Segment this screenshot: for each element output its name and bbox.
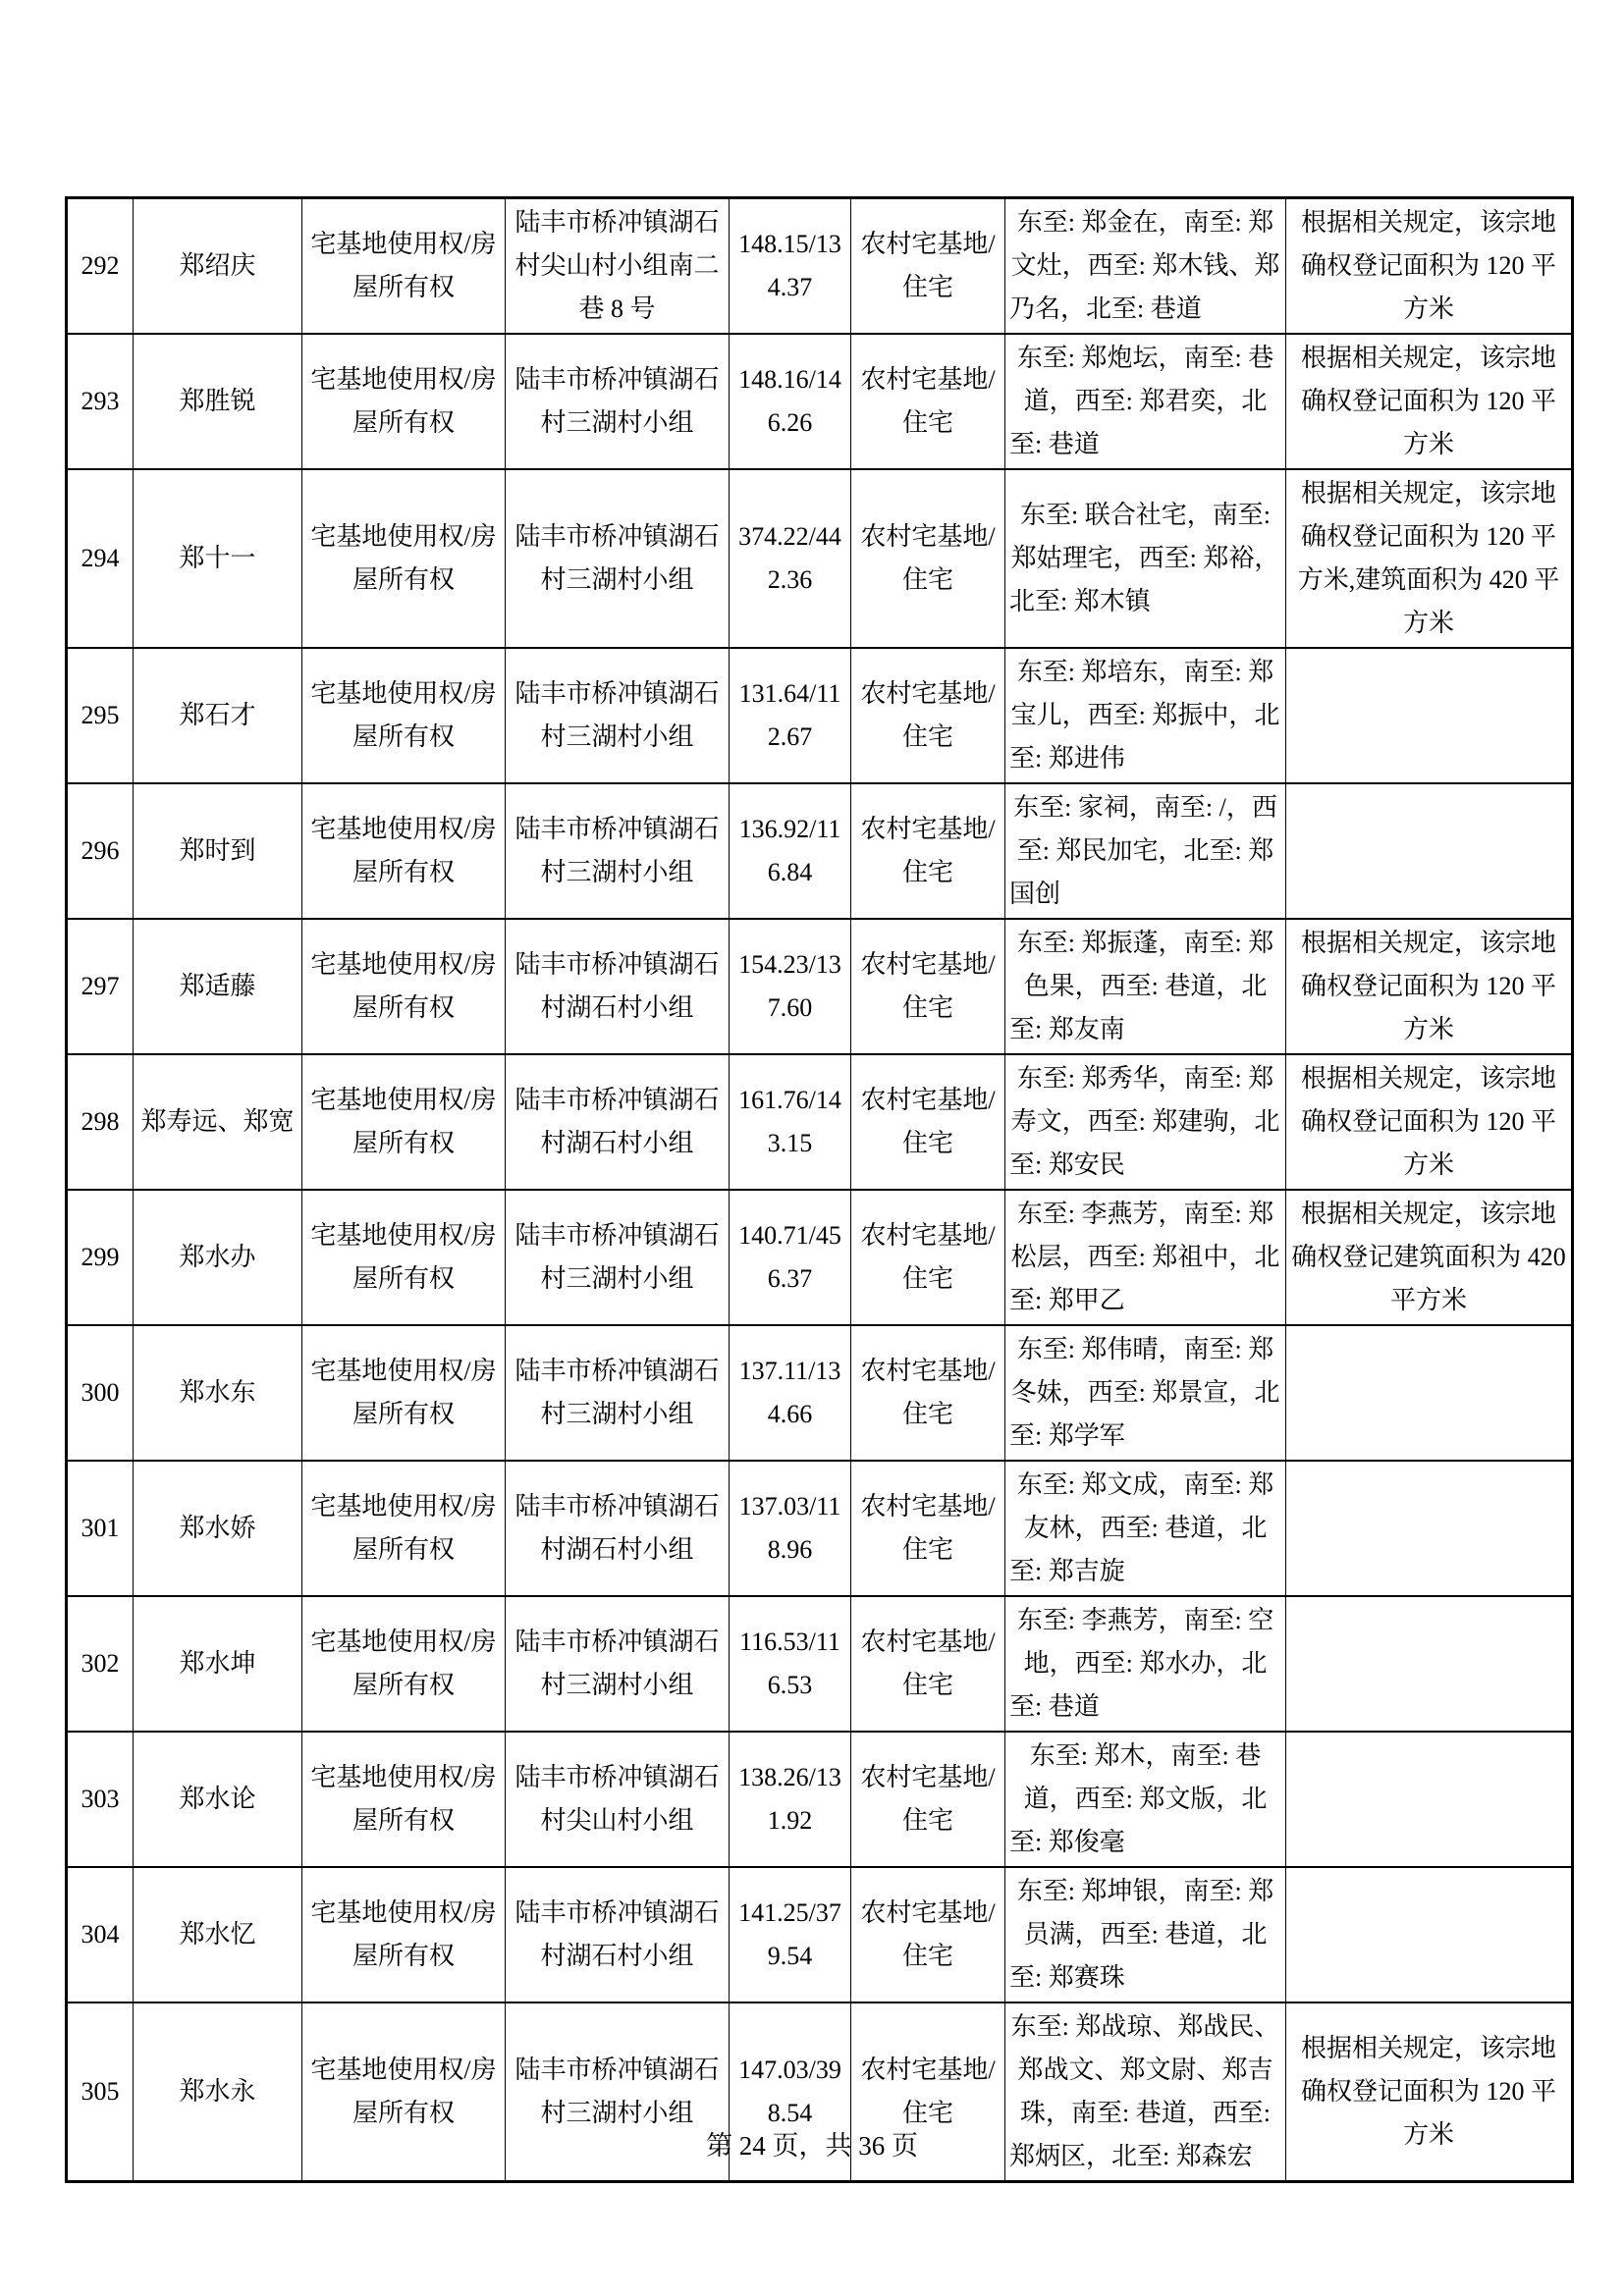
right-type: 宅基地使用权/房屋所有权 [302, 1190, 506, 1325]
parcel-location: 陆丰市桥冲镇湖石村三湖村小组 [506, 469, 730, 648]
parcel-area: 148.15/134.37 [730, 198, 851, 335]
table-row [67, 1325, 1573, 1461]
parcel-boundaries: 东至: 郑培东，南至: 郑宝儿，西至: 郑振中，北至: 郑进伟 [1005, 648, 1286, 783]
parcel-area: 131.64/112.67 [730, 648, 851, 783]
row-number: 299 [67, 1190, 134, 1325]
table-row [67, 198, 1573, 335]
parcel-boundaries: 东至: 联合社宅，南至: 郑姑理宅，西至: 郑裕，北至: 郑木镇 [1005, 469, 1286, 648]
table-row [67, 1867, 1573, 2002]
remark [1286, 1325, 1573, 1461]
parcel-location: 陆丰市桥冲镇湖石村三湖村小组 [506, 1190, 730, 1325]
land-purpose: 农村宅基地/住宅 [851, 1054, 1005, 1190]
land-purpose: 农村宅基地/住宅 [851, 198, 1005, 335]
parcel-area: 116.53/116.53 [730, 1596, 851, 1732]
row-number: 303 [67, 1732, 134, 1867]
parcel-boundaries: 东至: 郑木，南至: 巷道，西至: 郑文版，北至: 郑俊毫 [1005, 1732, 1286, 1867]
land-purpose: 农村宅基地/住宅 [851, 334, 1005, 469]
remark [1286, 1461, 1573, 1596]
remark [1286, 1596, 1573, 1732]
row-number: 300 [67, 1325, 134, 1461]
remark: 根据相关规定，该宗地确权登记面积为 120 平方米 [1286, 919, 1573, 1054]
parcel-area: 161.76/143.15 [730, 1054, 851, 1190]
owner-name: 郑寿远、郑宽 [134, 1054, 302, 1190]
right-type: 宅基地使用权/房屋所有权 [302, 648, 506, 783]
owner-name: 郑水坤 [134, 1596, 302, 1732]
row-number: 301 [67, 1461, 134, 1596]
parcel-area: 154.23/137.60 [730, 919, 851, 1054]
right-type: 宅基地使用权/房屋所有权 [302, 198, 506, 335]
parcel-location: 陆丰市桥冲镇湖石村三湖村小组 [506, 2002, 730, 2182]
owner-name: 郑水东 [134, 1325, 302, 1461]
parcel-boundaries: 东至: 李燕芳，南至: 空地，西至: 郑水办，北至: 巷道 [1005, 1596, 1286, 1732]
parcel-location: 陆丰市桥冲镇湖石村湖石村小组 [506, 1054, 730, 1190]
parcel-location: 陆丰市桥冲镇湖石村尖山村小组南二巷 8 号 [506, 198, 730, 335]
land-rights-table [65, 196, 1574, 2183]
parcel-location: 陆丰市桥冲镇湖石村三湖村小组 [506, 1596, 730, 1732]
table-row [67, 783, 1573, 919]
owner-name: 郑十一 [134, 469, 302, 648]
parcel-area: 147.03/398.54 [730, 2002, 851, 2182]
parcel-boundaries: 东至: 郑战琼、郑战民、郑战文、郑文尉、郑吉珠，南至: 巷道，西至: 郑炳区，北至: 郑森宏 [1005, 2002, 1286, 2182]
parcel-location: 陆丰市桥冲镇湖石村尖山村小组 [506, 1732, 730, 1867]
remark: 根据相关规定，该宗地确权登记面积为 120 平方米 [1286, 198, 1573, 335]
parcel-area: 374.22/442.36 [730, 469, 851, 648]
right-type: 宅基地使用权/房屋所有权 [302, 2002, 506, 2182]
parcel-location: 陆丰市桥冲镇湖石村三湖村小组 [506, 334, 730, 469]
parcel-area: 136.92/116.84 [730, 783, 851, 919]
row-number: 295 [67, 648, 134, 783]
parcel-boundaries: 东至: 郑坤银，南至: 郑员满，西至: 巷道，北至: 郑赛珠 [1005, 1867, 1286, 2002]
owner-name: 郑水忆 [134, 1867, 302, 2002]
parcel-boundaries: 东至: 郑文成，南至: 郑友林，西至: 巷道，北至: 郑吉旋 [1005, 1461, 1286, 1596]
land-purpose: 农村宅基地/住宅 [851, 1461, 1005, 1596]
table-row [67, 1461, 1573, 1596]
right-type: 宅基地使用权/房屋所有权 [302, 1867, 506, 2002]
row-number: 304 [67, 1867, 134, 2002]
table-row [67, 469, 1573, 648]
right-type: 宅基地使用权/房屋所有权 [302, 783, 506, 919]
parcel-area: 137.03/118.96 [730, 1461, 851, 1596]
row-number: 294 [67, 469, 134, 648]
land-purpose: 农村宅基地/住宅 [851, 1732, 1005, 1867]
row-number: 293 [67, 334, 134, 469]
owner-name: 郑适藤 [134, 919, 302, 1054]
table-row [67, 919, 1573, 1054]
parcel-boundaries: 东至: 家祠，南至: /，西至: 郑民加宅，北至: 郑国创 [1005, 783, 1286, 919]
right-type: 宅基地使用权/房屋所有权 [302, 919, 506, 1054]
owner-name: 郑水娇 [134, 1461, 302, 1596]
owner-name: 郑石才 [134, 648, 302, 783]
right-type: 宅基地使用权/房屋所有权 [302, 1596, 506, 1732]
parcel-area: 148.16/146.26 [730, 334, 851, 469]
right-type: 宅基地使用权/房屋所有权 [302, 469, 506, 648]
parcel-boundaries: 东至: 郑秀华，南至: 郑寿文，西至: 郑建驹，北至: 郑安民 [1005, 1054, 1286, 1190]
parcel-area: 140.71/456.37 [730, 1190, 851, 1325]
remark [1286, 1867, 1573, 2002]
remark: 根据相关规定，该宗地确权登记面积为 120 平方米 [1286, 2002, 1573, 2182]
owner-name: 郑水办 [134, 1190, 302, 1325]
owner-name: 郑水永 [134, 2002, 302, 2182]
parcel-area: 137.11/134.66 [730, 1325, 851, 1461]
row-number: 305 [67, 2002, 134, 2182]
land-purpose: 农村宅基地/住宅 [851, 469, 1005, 648]
row-number: 302 [67, 1596, 134, 1732]
owner-name: 郑绍庆 [134, 198, 302, 335]
remark: 根据相关规定，该宗地确权登记面积为 120 平方米 [1286, 334, 1573, 469]
right-type: 宅基地使用权/房屋所有权 [302, 1325, 506, 1461]
table-row [67, 1596, 1573, 1732]
land-purpose: 农村宅基地/住宅 [851, 2002, 1005, 2182]
row-number: 292 [67, 198, 134, 335]
table-row [67, 334, 1573, 469]
parcel-area: 141.25/379.54 [730, 1867, 851, 2002]
parcel-location: 陆丰市桥冲镇湖石村三湖村小组 [506, 648, 730, 783]
parcel-boundaries: 东至: 郑伟晴，南至: 郑冬妹，西至: 郑景宣，北至: 郑学军 [1005, 1325, 1286, 1461]
land-purpose: 农村宅基地/住宅 [851, 1596, 1005, 1732]
remark: 根据相关规定，该宗地确权登记面积为 120 平方米 [1286, 1054, 1573, 1190]
remark: 根据相关规定，该宗地确权登记建筑面积为 420 平方米 [1286, 1190, 1573, 1325]
right-type: 宅基地使用权/房屋所有权 [302, 1461, 506, 1596]
land-purpose: 农村宅基地/住宅 [851, 648, 1005, 783]
parcel-area: 138.26/131.92 [730, 1732, 851, 1867]
parcel-boundaries: 东至: 郑炮坛，南至: 巷道，西至: 郑君奕，北至: 巷道 [1005, 334, 1286, 469]
land-purpose: 农村宅基地/住宅 [851, 783, 1005, 919]
land-purpose: 农村宅基地/住宅 [851, 1867, 1005, 2002]
parcel-boundaries: 东至: 李燕芳，南至: 郑松层，西至: 郑祖中，北至: 郑甲乙 [1005, 1190, 1286, 1325]
table-row [67, 1190, 1573, 1325]
right-type: 宅基地使用权/房屋所有权 [302, 1054, 506, 1190]
parcel-boundaries: 东至: 郑振蓬，南至: 郑色果，西至: 巷道，北至: 郑友南 [1005, 919, 1286, 1054]
parcel-location: 陆丰市桥冲镇湖石村湖石村小组 [506, 919, 730, 1054]
right-type: 宅基地使用权/房屋所有权 [302, 334, 506, 469]
parcel-location: 陆丰市桥冲镇湖石村湖石村小组 [506, 1461, 730, 1596]
parcel-location: 陆丰市桥冲镇湖石村三湖村小组 [506, 783, 730, 919]
owner-name: 郑时到 [134, 783, 302, 919]
table-row [67, 1732, 1573, 1867]
remark [1286, 783, 1573, 919]
owner-name: 郑水论 [134, 1732, 302, 1867]
parcel-boundaries: 东至: 郑金在，南至: 郑文灶，西至: 郑木钱、郑乃名，北至: 巷道 [1005, 198, 1286, 335]
land-purpose: 农村宅基地/住宅 [851, 919, 1005, 1054]
parcel-location: 陆丰市桥冲镇湖石村湖石村小组 [506, 1867, 730, 2002]
right-type: 宅基地使用权/房屋所有权 [302, 1732, 506, 1867]
remark [1286, 648, 1573, 783]
row-number: 297 [67, 919, 134, 1054]
remark [1286, 1732, 1573, 1867]
table-row [67, 1054, 1573, 1190]
remark: 根据相关规定，该宗地确权登记面积为 120 平方米,建筑面积为 420 平方米 [1286, 469, 1573, 648]
parcel-location: 陆丰市桥冲镇湖石村三湖村小组 [506, 1325, 730, 1461]
page-footer: 第 24 页，共 36 页 [706, 2131, 918, 2161]
land-purpose: 农村宅基地/住宅 [851, 1190, 1005, 1325]
row-number: 298 [67, 1054, 134, 1190]
owner-name: 郑胜锐 [134, 334, 302, 469]
land-purpose: 农村宅基地/住宅 [851, 1325, 1005, 1461]
table-row [67, 648, 1573, 783]
row-number: 296 [67, 783, 134, 919]
